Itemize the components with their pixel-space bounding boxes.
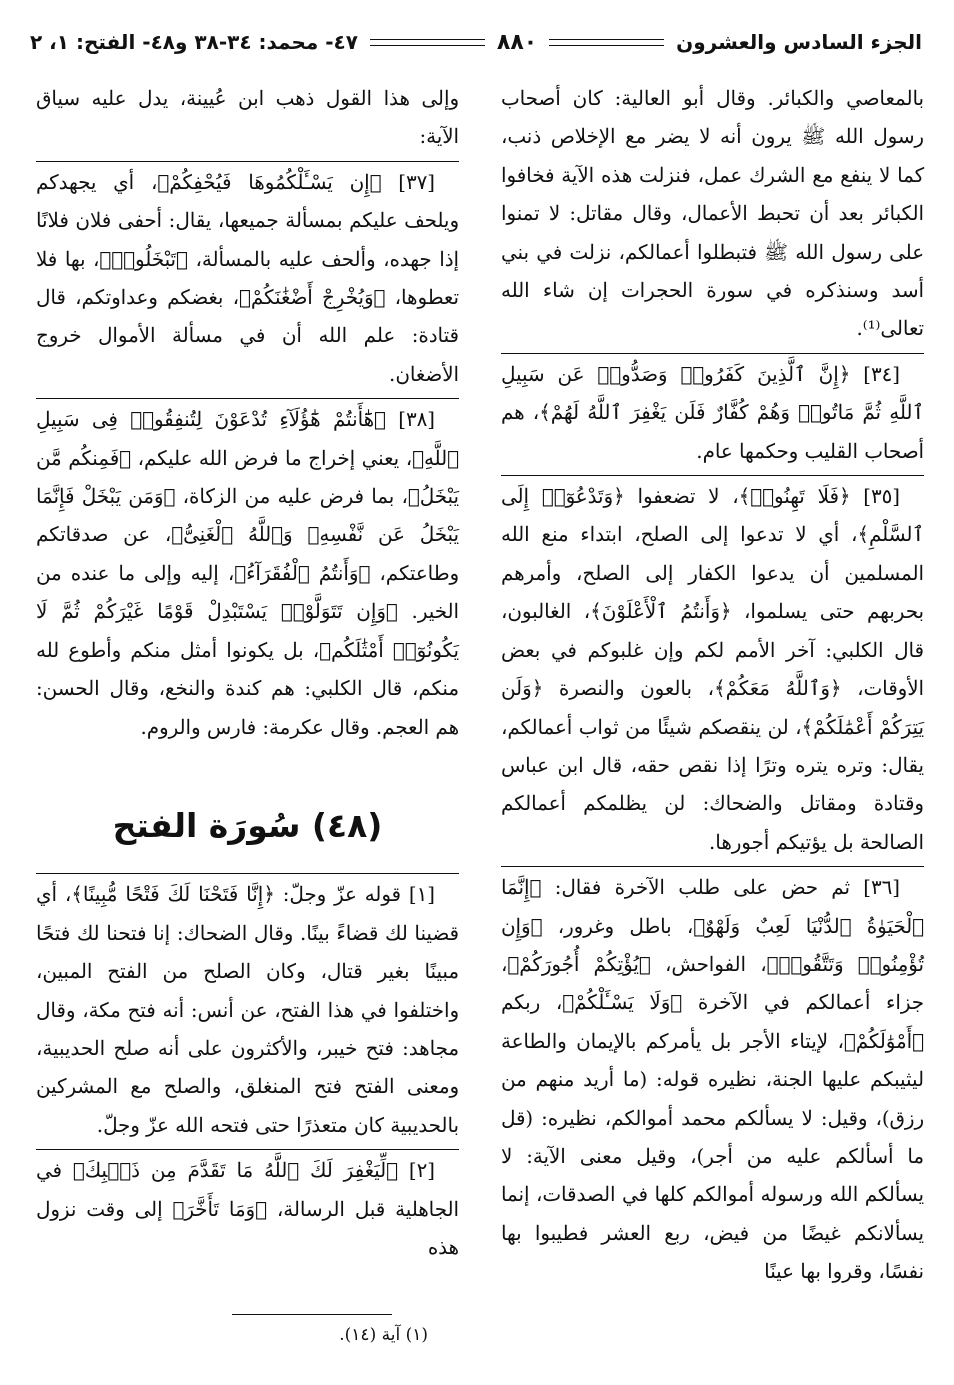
paragraph-verse-35: [٣٥] ﴿فَلَا تَهِنُوا۟﴾، لا تضعفوا ﴿وَتَدْعُوٓا۟ إِلَى ٱلسَّلْمِ﴾، أي لا تدعوا إلى الصلح، ابتداء منع الله المسلمين أن يدعوا الكفار إلى الصلح، وأمرهم بحربهم حتى يسلموا، ﴿وَأَنتُمُ ٱلْأَعْلَوْنَ﴾، الغالبون، قال الكلبي: آخر الأمم لكم وإن غلبوكم في بعض الأوقات، ﴿وَٱللَّهُ مَعَكُمْ﴾، بالعون والنصرة ﴿وَلَن يَتِرَكُمْ أَعْمَٰلَكُمْ﴾، لن ينقصكم شيئًا من ثواب أعمالكم، يقال: وتره يتره وترًا إذا نقص حقه، قال ابن عباس وقتادة ومقاتل والضحاك: لن يظلمكم أعمالكم الصالحة بل يؤتيكم أجورها. bbox=[501, 475, 924, 862]
header-rule-left bbox=[370, 39, 485, 46]
left-column bbox=[36, 80, 459, 1267]
paragraph-verse-2: [٢] ﴿لِّيَغْفِرَ لَكَ ٱللَّهُ مَا تَقَدَّمَ مِن ذَنۢبِكَ﴾ في الجاهلية قبل الرسالة، ﴿وَمَا تَأَخَّرَ﴾ إلى وقت نزول هذه bbox=[36, 1149, 459, 1267]
surah-title: (٤٨) سُورَة الفتح bbox=[112, 805, 383, 845]
footnote: (١) آية (١٤). bbox=[339, 1325, 428, 1345]
running-section: ٤٧- محمد: ٣٤-٣٨ و٤٨- الفتح: ١، ٢ bbox=[30, 30, 358, 54]
paragraph-verse-37: [٣٧] ﴿إِن يَسْـَٔلْكُمُوهَا فَيُحْفِكُمْ﴾، أي يجهدكم ويلحف عليكم بمسألة جميعها، يقال: أحفى فلان فلانًا إذا جهده، وألحف عليه بالمسألة، ﴿تَبْخَلُوا۟﴾، بها فلا تعطوها، ﴿وَيُخْرِجْ أَضْغَٰنَكُمْ﴾، بغضكم وعداوتكم، قال قتادة: علم الله أن في مسألة الأموال خروج الأضغان. bbox=[36, 161, 459, 394]
page-number: ٨٨٠ bbox=[496, 29, 538, 55]
header-rule-right bbox=[549, 39, 664, 46]
right-column bbox=[501, 80, 924, 1292]
paragraph-verse-1: [١] قوله عزّ وجلّ: ﴿إِنَّا فَتَحْنَا لَكَ فَتْحًا مُّبِينًا﴾، أي قضينا لك قضاءً بينًا. وقال الضحاك: إنا فتحنا لك فتحًا مبينًا بغير قتال، وكان الصلح من الفتح المبين، واختلفوا في هذا الفتح، عن أنس: أنه فتح مكة، وقال مجاهد: فتح خيبر، والأكثرون على أنه صلح الحديبية، ومعنى الفتح فتح المنغلق، والصلح مع المشركين بالحديبية كان متعذرًا حتى فتحه الله عزّ وجلّ. bbox=[36, 873, 459, 1145]
paragraph: وإلى هذا القول ذهب ابن عُيينة، يدل عليه سياق الآية: bbox=[36, 87, 459, 149]
footnote-divider bbox=[232, 1314, 392, 1315]
paragraph-verse-36: [٣٦] ثم حض على طلب الآخرة فقال: ﴿إِنَّمَا ٱلْحَيَوٰةُ ٱلدُّنْيَا لَعِبٌ وَلَهْوٌ﴾، باطل وغرور، ﴿وَإِن تُؤْمِنُوا۟ وَتَتَّقُوا۟﴾، الفواحش، ﴿يُؤْتِكُمْ أُجُورَكُمْ﴾، جزاء أعمالكم في الآخرة ﴿وَلَا يَسْـَٔلْكُمْ﴾، ربكم ﴿أَمْوَٰلَكُمْ﴾، لإيتاء الأجر بل يأمركم بالإيمان والطاعة ليثيبكم عليها الجنة، نظيره قوله: (ما أريد منهم من رزق)، وقيل: لا يسألكم محمد أموالكم، نظيره: (قل ما أسألكم عليه من أجر)، وقيل معنى الآية: لا يسألكم الله ورسوله أموالكم كلها في الصدقات، إنما يسألانكم غيضًا من فيض، ربع العشر فطيبوا بها نفسًا، وقروا بها عينًا bbox=[501, 866, 924, 1291]
paragraph: بالمعاصي والكبائر. وقال أبو العالية: كان أصحاب رسول الله ﷺ يرون أنه لا يضر مع الإخلاص ذنب، كما لا ينفع مع الشرك عمل، فنزلت هذه الآية فخافوا الكبائر بعد أن تحبط الأعمال، وقال مقاتل: لا تمنوا على رسول الله ﷺ فتبطلوا أعمالكم، نزلت في بني أسد وسنذكره في سورة الحجرات إن شاء الله تعالى⁽¹⁾. bbox=[501, 87, 924, 341]
paragraph-verse-38: [٣٨] ﴿هَٰٓأَنتُمْ هَٰٓؤُلَآءِ تُدْعَوْنَ لِتُنفِقُوا۟ فِى سَبِيلِ ٱللَّهِ﴾، يعني إخراج ما فرض الله عليكم، ﴿فَمِنكُم مَّن يَبْخَلُ﴾، بما فرض عليه من الزكاة، ﴿وَمَن يَبْخَلْ فَإِنَّمَا يَبْخَلُ عَن نَّفْسِهِۦ وَٱللَّهُ ٱلْغَنِىُّ﴾، عن صدقاتكم وطاعتكم، ﴿وَأَنتُمُ ٱلْفُقَرَآءُ﴾، إليه وإلى ما عنده من الخير. ﴿وَإِن تَتَوَلَّوْا۟ يَسْتَبْدِلْ قَوْمًا غَيْرَكُمْ ثُمَّ لَا يَكُونُوٓا۟ أَمْثَٰلَكُم﴾، بل يكونوا أمثل منكم وأطوع لله منكم، قال الكلبي: هم كندة والنخع، وقال الحسن: هم العجم. وقال عكرمة: فارس والروم. bbox=[36, 398, 459, 747]
running-title: الجزء السادس والعشرون bbox=[676, 30, 922, 54]
paragraph-verse-34: [٣٤] ﴿إِنَّ ٱلَّذِينَ كَفَرُوا۟ وَصَدُّوا۟ عَن سَبِيلِ ٱللَّهِ ثُمَّ مَاتُوا۟ وَهُمْ كُفَّارٌ فَلَن يَغْفِرَ ٱللَّهُ لَهُمْ﴾، هم أصحاب القليب وحكمها عام. bbox=[501, 353, 924, 471]
page-header bbox=[30, 22, 922, 62]
